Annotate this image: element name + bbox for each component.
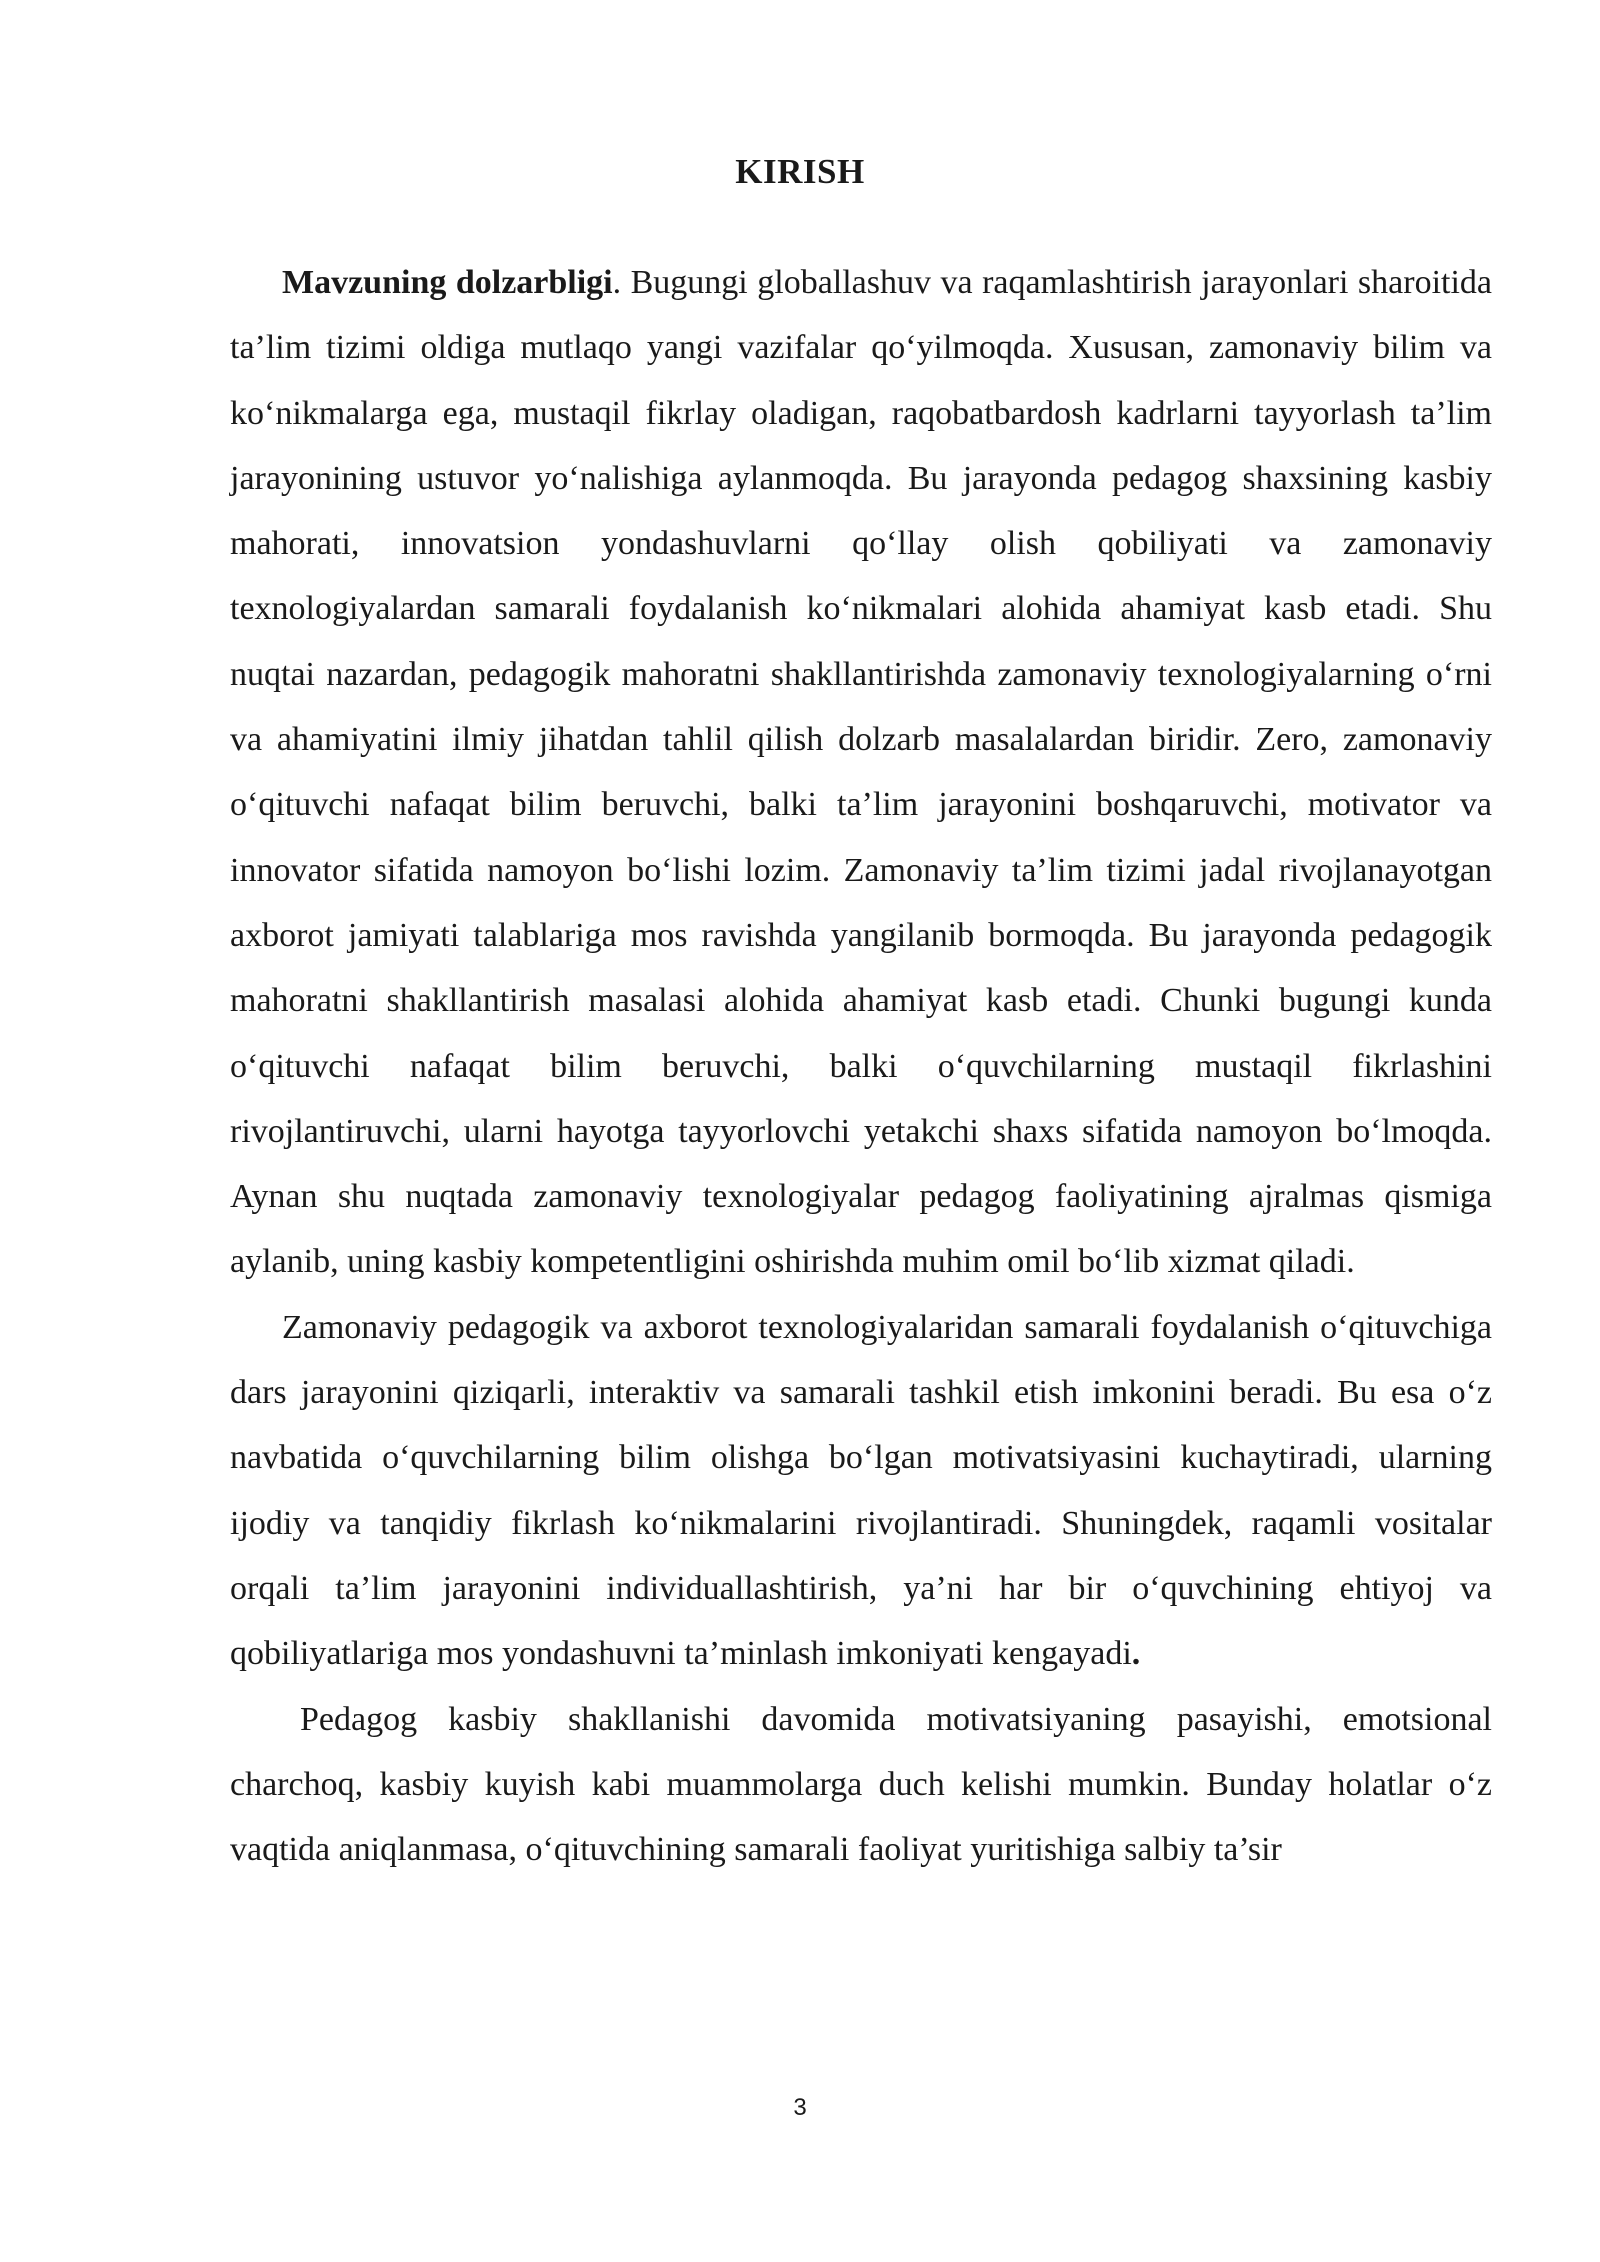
- page-title: KIRISH: [735, 152, 865, 191]
- paragraph-relevance: [230, 250, 1492, 1295]
- paragraph-text: Zamonaviy pedagogik va axborot texnologiyalaridan samarali foydalanish o‘qituvchiga dars jarayonini qiziqarli, interaktiv va samarali tashkil etish imkonini beradi. Bu esa o‘z navbatida o‘quvchilarning bilim olishga bo‘lgan motivatsiyasini kuchaytiradi, ularning ijodiy va tanqidiy fikrlash ko‘nikmalarini rivojlantiradi. Shuningdek, raqamli vositalar orqali ta’lim jarayonini individuallashtirish, ya’ni har bir o‘quvchining ehtiyoj va qobiliyatlariga mos yondashuvni ta’minlash imkoniyati kengayadi: [230, 1308, 1492, 1673]
- page-number: 3: [793, 2094, 807, 2121]
- paragraph-challenges: [230, 1687, 1492, 1883]
- body-text: [230, 250, 1492, 1882]
- paragraph-technologies: [230, 1295, 1492, 1687]
- paragraph-trailing-period: .: [1131, 1635, 1141, 1673]
- paragraph-lead: Mavzuning dolzarbligi: [282, 264, 613, 301]
- paragraph-text: . Bugungi globallashuv va raqamlashtirish jarayonlari sharoitida ta’lim tizimi oldiga mutlaqo yangi vazifalar qo‘yilmoqda. Xususan, zamonaviy bilim va ko‘nikmalarga ega, mustaqil fikrlay oladigan, raqobatbardosh kadrlarni tayyorlash ta’lim jarayonining ustuvor yo‘nalishiga aylanmoqda. Bu jarayonda pedagog shaxsining kasbiy mahorati, innovatsion yondashuvlarni qo‘llay olish qobiliyati va zamonaviy texnologiyalardan samarali foydalanish ko‘nikmalari alohida ahamiyat kasb etadi. Shu nuqtai nazardan, pedagogik mahoratni shakllantirishda zamonaviy texnologiyalarning o‘rni va ahamiyatini ilmiy jihatdan tahlil qilish dolzarb masalalardan biridir. Zero, zamonaviy o‘qituvchi nafaqat bilim beruvchi, balki ta’lim jarayonini boshqaruvchi, motivator va innovator sifatida namoyon bo‘lishi lozim. Zamonaviy ta’lim tizimi jadal rivojlanayotgan axborot jamiyati talablariga mos ravishda yangilanib bormoqda. Bu jarayonda pedagogik mahoratni shakllantirish masalasi alohida ahamiyat kasb etadi. Chunki bugungi kunda o‘qituvchi nafaqat bilim beruvchi, balki o‘quvchilarning mustaqil fikrlashini rivojlantiruvchi, ularni hayotga tayyorlovchi yetakchi shaxs sifatida namoyon bo‘lmoqda. Aynan shu nuqtada zamonaviy texnologiyalar pedagog faoliyatining ajralmas qismiga aylanib, uning kasbiy kompetentligini oshirishda muhim omil bo‘lib xizmat qiladi.: [230, 264, 1492, 1281]
- paragraph-text: Pedagog kasbiy shakllanishi davomida motivatsiyaning pasayishi, emotsional charchoq, kasbiy kuyish kabi muammolarga duch kelishi mumkin. Bunday holatlar o‘z vaqtida aniqlanmasa, o‘qituvchining samarali faoliyat yuritishiga salbiy ta’sir: [230, 1700, 1492, 1869]
